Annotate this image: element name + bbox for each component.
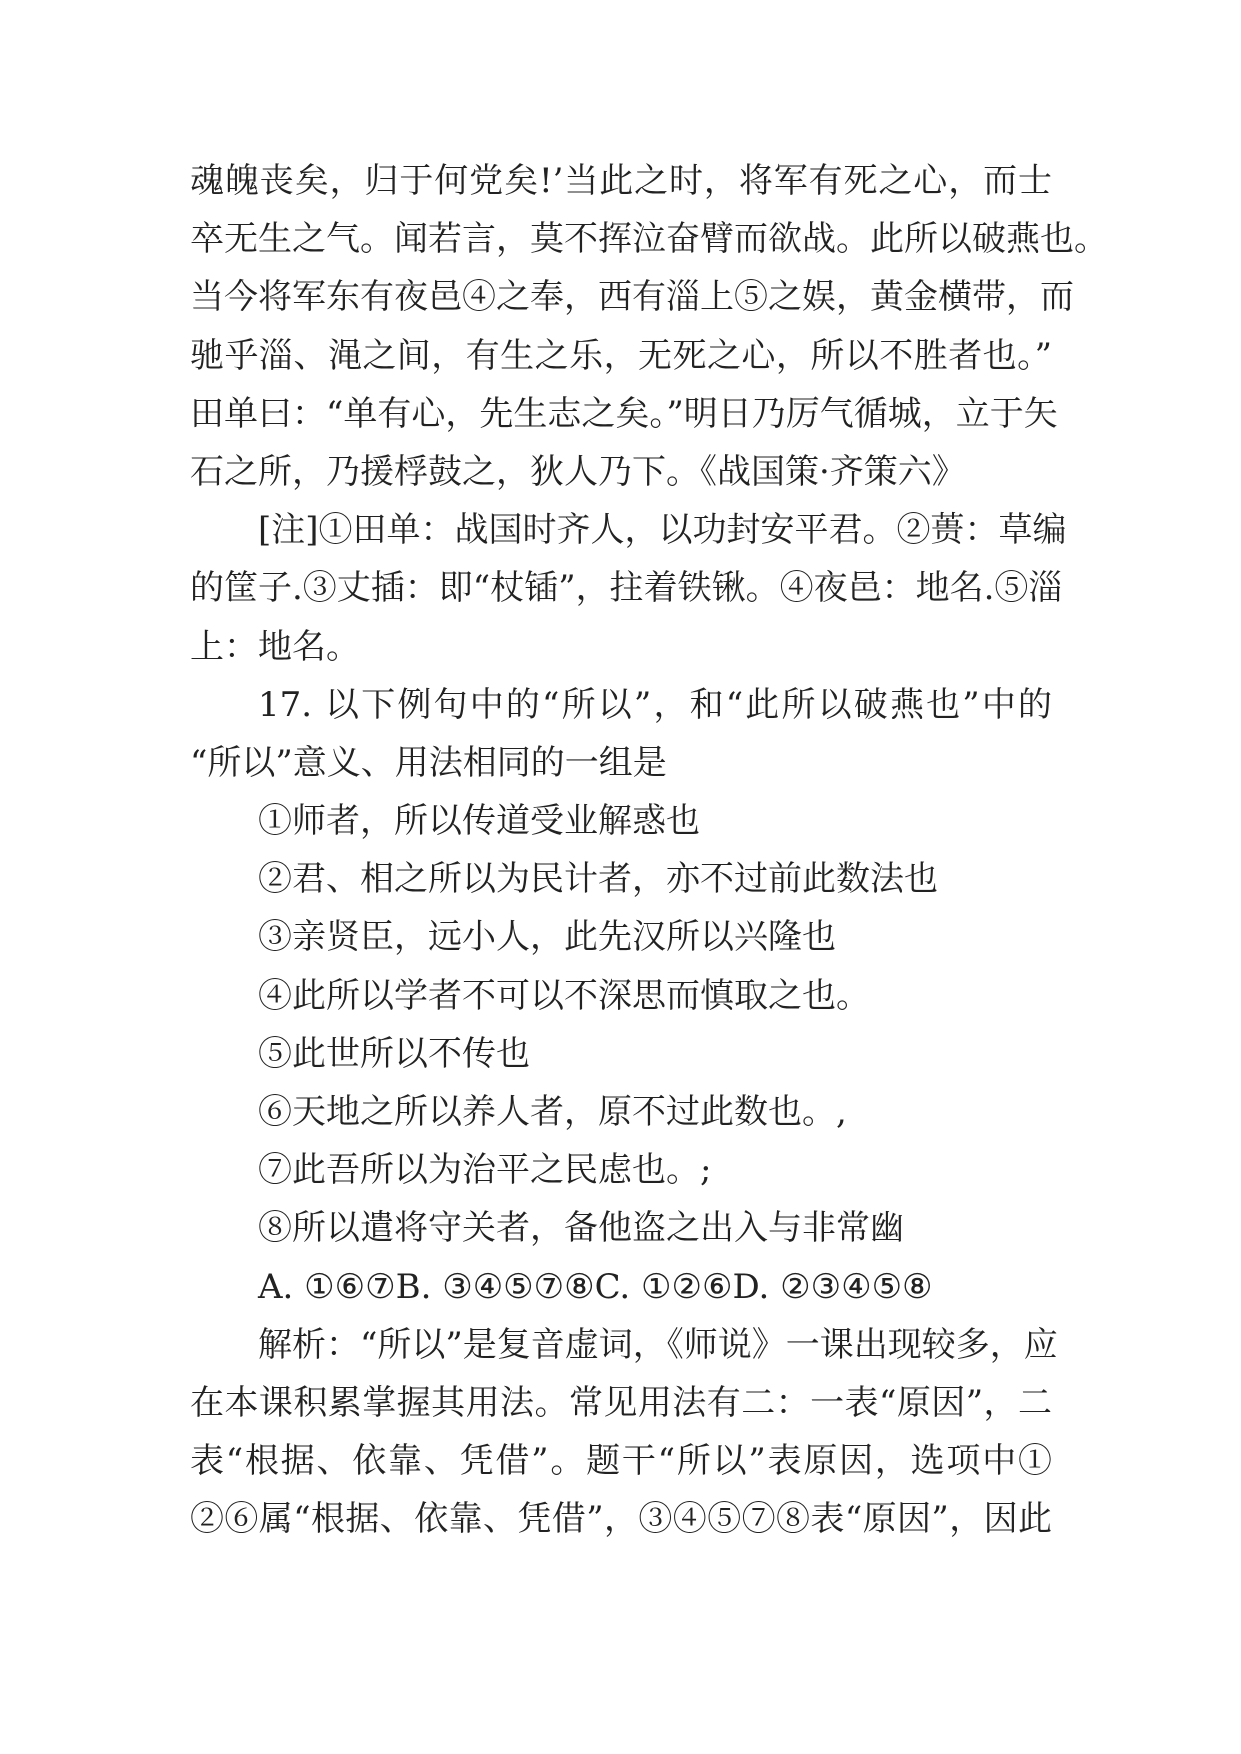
analysis-line: 表“根据、依靠、凭借”。题干“所以”表原因，选项中① [190, 1441, 1052, 1482]
example-item: ⑤此世所以不传也 [258, 1033, 530, 1074]
text-line: 田单曰：“单有心，先生志之矣。”明日乃厉气循城，立于矢 [190, 393, 1058, 434]
analysis-line: 在本课积累掌握其用法。常见用法有二：一表“原因”，二 [190, 1382, 1052, 1423]
analysis-line: 解析：“所以”是复音虚词，《师说》一课出现较多，应 [258, 1324, 1058, 1365]
note-line: [注]①田单：战国时齐人，以功封安平君。②蒉：草编 [258, 510, 1067, 551]
example-item: ⑥天地之所以养人者，原不过此数也。, [258, 1092, 847, 1132]
text-line: 石之所，乃援桴鼓之，狄人乃下。《战国策·齐策六》 [190, 451, 966, 492]
note-line: 上：地名。 [190, 626, 360, 667]
analysis-line: ②⑥属“根据、依靠、凭借”，③④⑤⑦⑧表“原因”，因此 [190, 1499, 1052, 1540]
text-line: 驰乎淄、渑之间，有生之乐，无死之心，所以不胜者也。” [190, 335, 1052, 376]
note-line: 的筐子.③丈插：即“杖锸”，拄着铁锹。④夜邑：地名.⑤淄 [190, 568, 1063, 609]
example-item: ⑦此吾所以为治平之民虑也。; [258, 1150, 712, 1191]
example-item: ③亲贤臣，远小人，此先汉所以兴隆也 [258, 917, 836, 958]
text-line: 卒无生之气。闻若言，莫不挥泣奋臂而欲战。此所以破燕也。 [190, 219, 1108, 260]
example-item: ②君、相之所以为民计者，亦不过前此数法也 [258, 859, 938, 900]
answer-options: A. ①⑥⑦B. ③④⑤⑦⑧C. ①②⑥D. ②③④⑤⑧ [258, 1266, 933, 1307]
body-text [190, 152, 1108, 1549]
text-line: 魂魄丧矣，归于何党矣!’当此之时，将军有死之心，而士 [190, 161, 1052, 201]
example-item: ④此所以学者不可以不深思而慎取之也。 [258, 975, 870, 1016]
question-stem: “所以”意义、用法相同的一组是 [190, 742, 667, 783]
text-line: 当今将军东有夜邑④之奉，西有淄上⑤之娱，黄金横带，而 [190, 277, 1074, 318]
example-item: ⑧所以遣将守关者，备他盗之出入与非常幽 [258, 1208, 904, 1249]
example-item: ①师者，所以传道受业解惑也 [258, 801, 700, 842]
question-stem: 17. 以下例句中的“所以”，和“此所以破燕也”中的 [258, 684, 1052, 725]
